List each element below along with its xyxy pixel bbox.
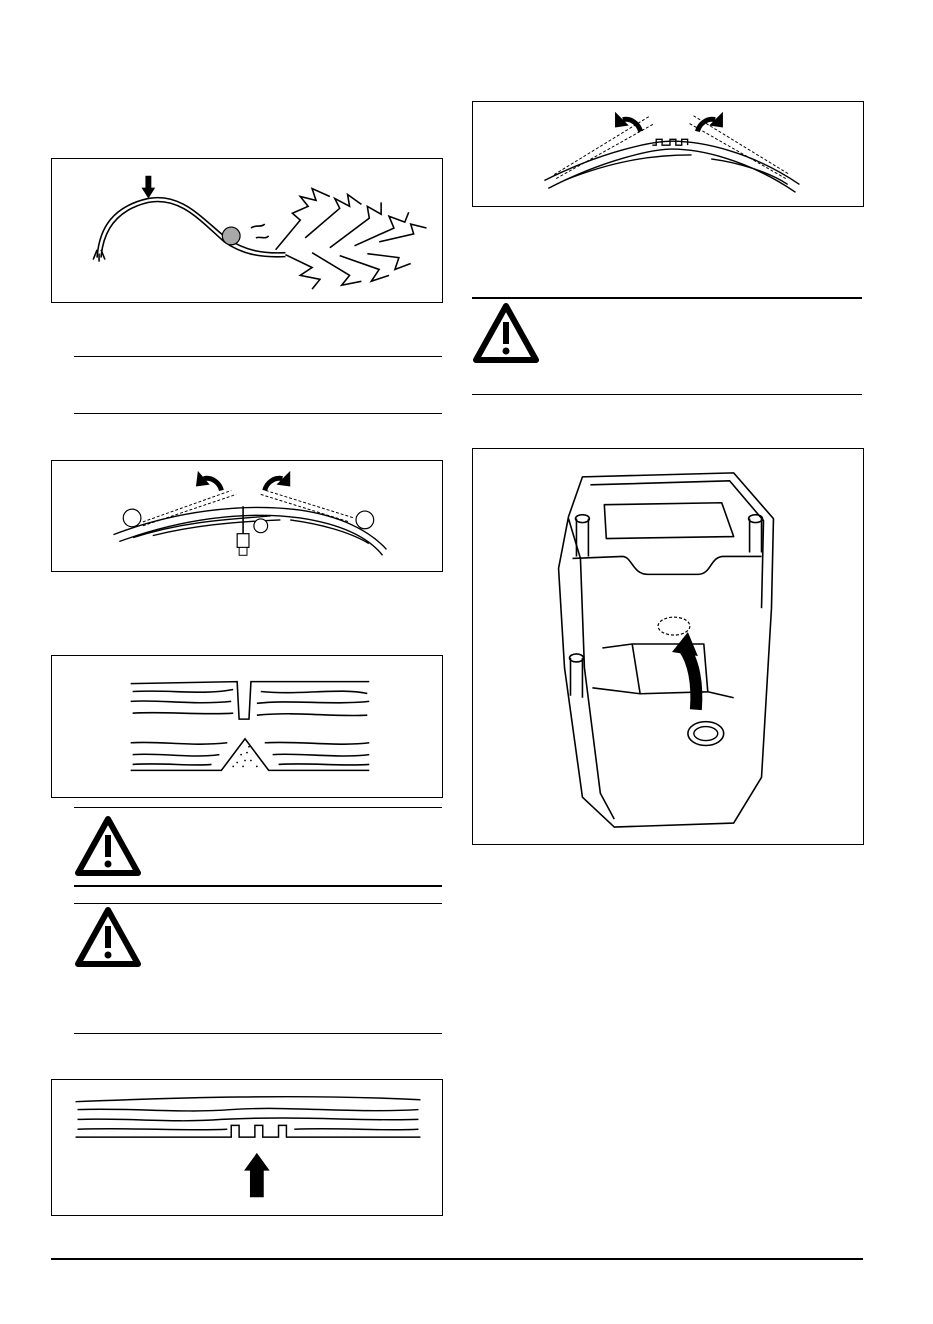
curved-arrow-left-icon bbox=[615, 112, 641, 132]
log-relief-illustration bbox=[52, 1080, 442, 1215]
marker-circle bbox=[254, 519, 268, 533]
target-hole-outline bbox=[658, 617, 690, 635]
marker-circle bbox=[123, 509, 141, 527]
curved-arrow-right-icon bbox=[265, 471, 291, 491]
bent-trunk-illustration bbox=[52, 461, 442, 571]
warning-top-rule bbox=[74, 807, 442, 808]
curved-arrow-left-icon bbox=[196, 471, 222, 491]
warning-bottom-rule bbox=[74, 1033, 442, 1034]
chainsaw-cover-illustration bbox=[473, 449, 863, 844]
grey-circle-marker bbox=[222, 227, 240, 245]
warning-triangle-icon bbox=[472, 302, 540, 364]
warning-top-rule bbox=[74, 903, 442, 904]
warning-bottom-rule bbox=[472, 394, 862, 395]
footer-rule bbox=[51, 1258, 863, 1260]
divider bbox=[74, 413, 442, 414]
log-notch-illustration bbox=[52, 656, 442, 797]
arched-trunk-illustration bbox=[473, 102, 863, 206]
warning-bottom-rule bbox=[74, 885, 442, 887]
arrow-down-icon bbox=[141, 176, 155, 199]
divider bbox=[74, 356, 442, 357]
curved-arrow-right-icon bbox=[697, 112, 723, 132]
warning-triangle-icon bbox=[74, 815, 142, 877]
warning-triangle-icon bbox=[74, 906, 142, 968]
figure-chainsaw-cover bbox=[472, 448, 864, 845]
figure-log-relief-cuts bbox=[51, 1079, 443, 1216]
oil-plug bbox=[688, 722, 724, 746]
figure-log-notch-cuts bbox=[51, 655, 443, 798]
warning-top-rule bbox=[472, 297, 862, 299]
figure-bent-sapling bbox=[51, 158, 443, 303]
bent-sapling-illustration bbox=[52, 159, 442, 302]
figure-arched-trunk-cuts bbox=[472, 101, 864, 207]
figure-bent-trunk-cut bbox=[51, 460, 443, 572]
chainsaw-icon bbox=[237, 506, 249, 555]
marker-circle bbox=[356, 511, 374, 529]
arrow-up-icon bbox=[244, 1153, 270, 1197]
